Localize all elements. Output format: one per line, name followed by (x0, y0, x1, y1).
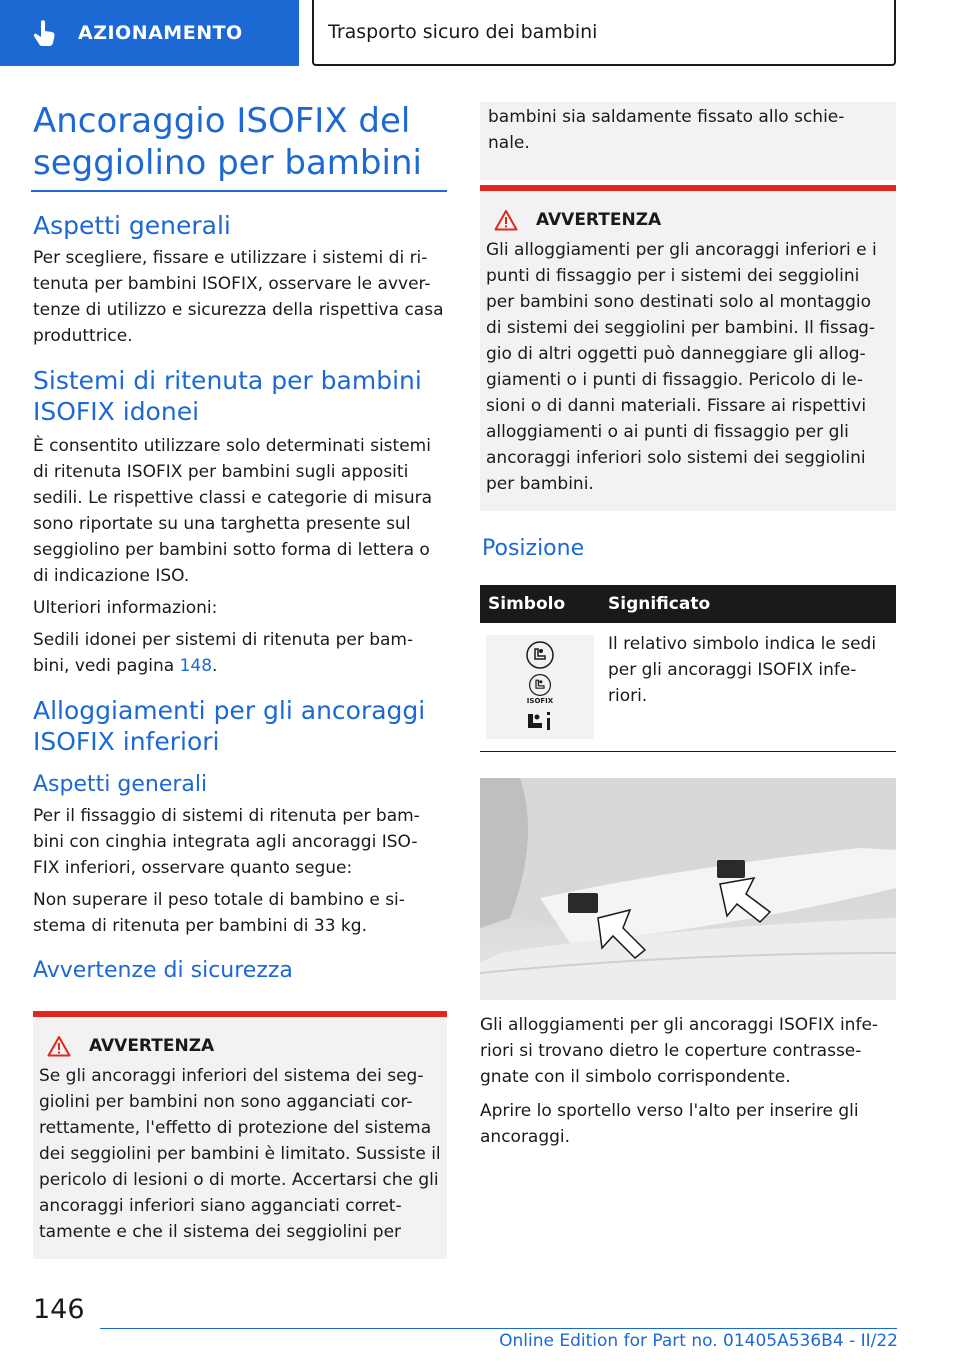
isofix-symbols (486, 635, 594, 739)
warning-title: AVVERTENZA (89, 1036, 215, 1056)
photo-caption-1: Gli alloggiamenti per gli ancoraggi ISOFIX infe- riori si trovano dietro le coperture contrasse- gnate con il simbolo corrispondente. (480, 1015, 879, 1087)
table-header-row (480, 585, 896, 623)
left-column (33, 100, 447, 1259)
heading-lower-anchors: Alloggiamenti per gli ancoraggi ISOFIX inferiori (33, 696, 426, 756)
col-meaning: Significato (600, 585, 896, 623)
right-column (480, 185, 896, 1150)
isofix-symbol (527, 673, 553, 705)
meaning-cell: Il relativo simbolo indica le sedi per gli ancoraggi ISOFIX infe- riori. (608, 634, 877, 706)
table-divider (480, 751, 896, 752)
symbol-table (480, 585, 896, 739)
page-title: Ancoraggio ISOFIX del seggiolino per bambini (33, 101, 422, 183)
edition-text: Online Edition for Part no. 01405A536B4 - II/22 (499, 1331, 898, 1351)
col-symbol: Simbolo (480, 585, 600, 623)
warning-title: AVVERTENZA (536, 210, 662, 230)
chapter-title: Trasporto sicuro dei bambini (328, 21, 598, 43)
warning-text: Gli alloggiamenti per gli ancoraggi inferiori e i punti di fissaggio per i sistemi dei seggiolini per bambini sono destinati solo al montaggio di sistemi dei seggiolini per bambini. Il fissag- gio di altri oggetti può danneggiare gli allog- giamenti o i punti di fissaggio. Pericolo di le- sioni o di danni materiali. Fissare ai rispettivi alloggiamenti o ai punti di fissaggio per gli ancoraggi inferiori solo sistemi dei seggiolini per bambini. (486, 240, 877, 494)
lower-anchors-text-1: Per il fissaggio di sistemi di ritenuta per bam- bini con cinghia integrata agli ancoraggi ISO- FIX inferiori, osservare quanto segue: (33, 806, 420, 878)
hand-pointer-icon (30, 18, 60, 48)
suitable-systems-text: È consentito utilizzare solo determinati sistemi di ritenuta ISOFIX per bambini sugli appositi sedili. Le rispettive classi e categorie di misura sono riportate su una targhetta presente sul seggiolino per bambini sotto forma di lettera o di indicazione ISO. (33, 436, 433, 586)
isofix-seat-icon (528, 673, 552, 697)
warning-box-2 (480, 185, 896, 511)
section-tab (0, 0, 299, 66)
footer-divider (100, 1328, 897, 1329)
more-info-label: Ulteriori informazioni: (33, 598, 218, 618)
section-label: AZIONAMENTO (78, 22, 243, 44)
page-header (0, 0, 960, 68)
warning-triangle-icon (47, 1035, 71, 1057)
heading-position: Posizione (482, 536, 585, 561)
subheading-safety: Avvertenze di sicurezza (33, 958, 293, 983)
seat-photo (480, 778, 896, 1000)
warning-text: Se gli ancoraggi inferiori del sistema dei seg- giolini per bambini non sono agganciati cor- rettamente, l'effetto di protezione del sistema dei seggiolini per bambini è limitato. Sussiste il pericolo di lesioni o di morte. Accertarsi che gli ancoraggi inferiori siano agganciati corret- tamente e che il sistema dei seggiolini per (39, 1066, 441, 1242)
page-reference (33, 627, 447, 679)
warning-triangle-icon (494, 209, 518, 231)
warning-continuation (480, 102, 896, 180)
subheading-general: Aspetti generali (33, 772, 208, 797)
continuation-text: bambini sia saldamente fissato allo schie- nale. (488, 107, 845, 153)
page-link[interactable]: 148 (179, 656, 213, 676)
child-seat-icon (525, 640, 555, 670)
heading-suitable-systems: Sistemi di ritenuta per bambini ISOFIX idonei (33, 366, 422, 426)
child-seat-info-icon (525, 708, 555, 734)
title-divider (31, 190, 447, 192)
isofix-label: ISOFIX (526, 696, 554, 705)
warning-box-1 (33, 1011, 447, 1259)
page-reference-end: . (212, 656, 218, 676)
heading-general: Aspetti generali (33, 211, 231, 240)
chapter-tab (312, 0, 896, 66)
table-row (480, 623, 896, 739)
photo-caption-2: Aprire lo sportello verso l'alto per inserire gli ancoraggi. (480, 1101, 859, 1147)
lower-anchors-text-2: Non superare il peso totale di bambino e si- stema di ritenuta per bambini di 33 kg. (33, 890, 405, 936)
page-reference-text: Sedili idonei per sistemi di ritenuta per bam- bini, vedi pagina (33, 630, 414, 676)
page-number: 146 (33, 1294, 85, 1325)
general-text: Per scegliere, fissare e utilizzare i sistemi di ri- tenuta per bambini ISOFIX, osservare le avver- tenze di utilizzo e sicurezza della rispettiva casa produttrice. (33, 248, 444, 346)
